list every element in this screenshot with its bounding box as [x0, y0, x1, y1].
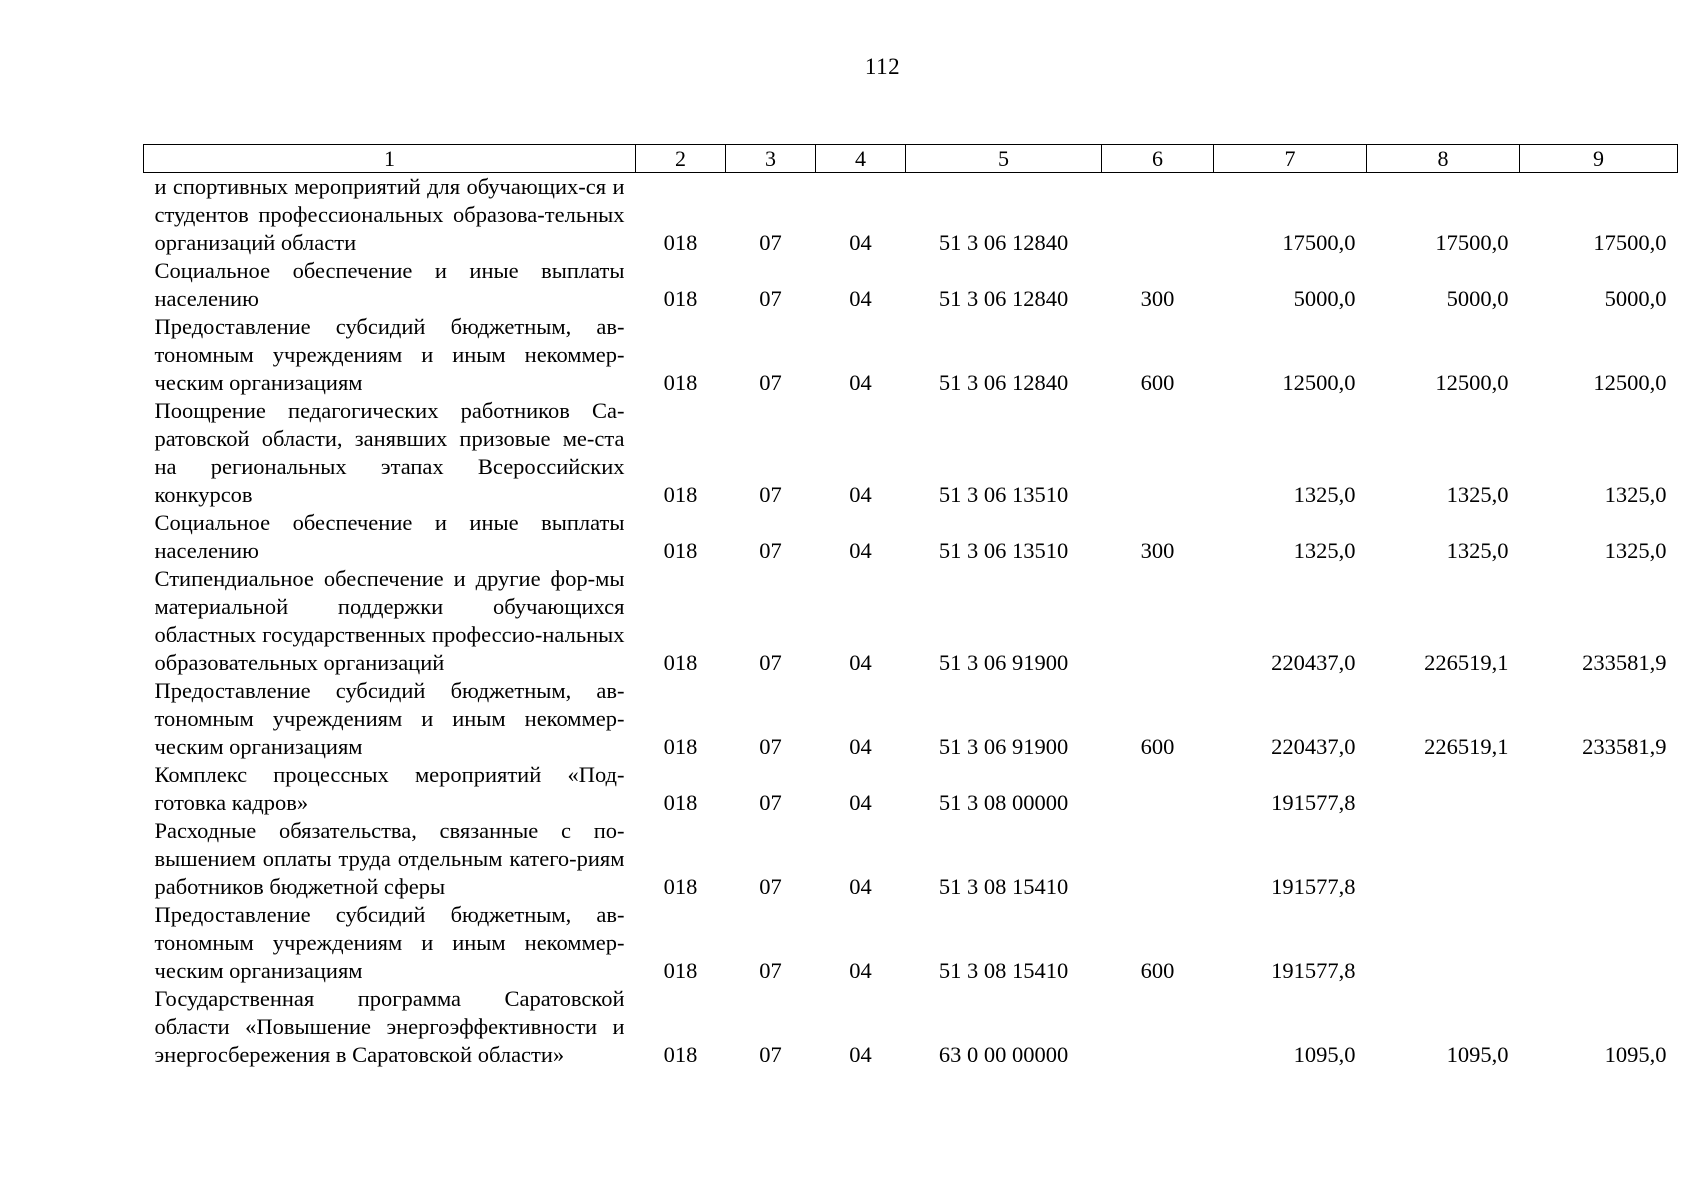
row-amount-2: 226519,1: [1424, 734, 1509, 759]
row-amount-1: 1095,0: [1293, 1042, 1356, 1067]
row-description: Социальное обеспечение и иные выплаты населению: [154, 510, 625, 563]
table-row: [144, 677, 1678, 761]
row-expense-type: 300: [1140, 538, 1175, 563]
row-expense-type: 300: [1140, 286, 1175, 311]
row-subsection-code: 04: [849, 1042, 872, 1067]
row-amount-3: 1325,0: [1604, 482, 1667, 507]
row-target-article: 51 3 08 00000: [938, 790, 1069, 815]
row-ministry-code: 018: [663, 1042, 698, 1067]
row-amount-2: 12500,0: [1435, 370, 1509, 395]
row-description: Государственная программа Саратовской области «Повышение энергоэффективности и энергосбережения в Саратовской области»: [154, 986, 625, 1067]
row-expense-type: [1102, 985, 1214, 1069]
row-target-article: 51 3 06 91900: [938, 734, 1069, 759]
row-target-article: 51 3 06 12840: [938, 370, 1069, 395]
row-amount-2: 5000,0: [1446, 286, 1509, 311]
row-expense-type: 600: [1140, 958, 1175, 983]
row-subsection-code: 04: [849, 230, 872, 255]
row-section-code: 07: [759, 790, 782, 815]
row-amount-1: 1325,0: [1293, 538, 1356, 563]
row-amount-3: [1520, 761, 1678, 817]
row-amount-3: [1520, 817, 1678, 901]
table-row: [144, 985, 1678, 1069]
row-target-article: 51 3 08 15410: [938, 874, 1069, 899]
table-row: [144, 257, 1678, 313]
column-header-1: 1: [144, 145, 636, 173]
row-description: Расходные обязательства, связанные с по-вышением оплаты труда отдельным катего-риям работников бюджетной сферы: [154, 818, 625, 899]
table-row: [144, 761, 1678, 817]
row-amount-1: 17500,0: [1282, 230, 1356, 255]
row-description: Предоставление субсидий бюджетным, ав-тономным учреждениям и иным некоммер-ческим организациям: [154, 902, 625, 983]
row-amount-3: 12500,0: [1593, 370, 1667, 395]
row-section-code: 07: [759, 538, 782, 563]
header-row: [144, 145, 1678, 173]
row-expense-type: [1102, 761, 1214, 817]
row-expense-type: [1102, 817, 1214, 901]
row-description: Предоставление субсидий бюджетным, ав-тономным учреждениям и иным некоммер-ческим организациям: [154, 678, 625, 759]
table-row: [144, 565, 1678, 677]
column-header-4: 4: [816, 145, 906, 173]
row-ministry-code: 018: [663, 286, 698, 311]
table-row: [144, 313, 1678, 397]
row-ministry-code: 018: [663, 790, 698, 815]
row-subsection-code: 04: [849, 790, 872, 815]
row-amount-2: [1367, 901, 1520, 985]
row-amount-2: [1367, 817, 1520, 901]
row-section-code: 07: [759, 482, 782, 507]
row-section-code: 07: [759, 1042, 782, 1067]
row-amount-2: [1367, 761, 1520, 817]
row-subsection-code: 04: [849, 370, 872, 395]
row-description: Стипендиальное обеспечение и другие фор-мы материальной поддержки обучающихся областных государственных профессио-нальных образовательных организаций: [154, 566, 625, 675]
column-header-7: 7: [1214, 145, 1367, 173]
column-header-5: 5: [906, 145, 1102, 173]
row-amount-1: 12500,0: [1282, 370, 1356, 395]
row-ministry-code: 018: [663, 874, 698, 899]
row-amount-3: 17500,0: [1593, 230, 1667, 255]
row-amount-2: 1095,0: [1446, 1042, 1509, 1067]
row-ministry-code: 018: [663, 650, 698, 675]
row-subsection-code: 04: [849, 286, 872, 311]
row-description: Поощрение педагогических работников Са-ратовской области, занявших призовые ме-ста на региональных этапах Всероссийских конкурсов: [154, 398, 625, 507]
row-target-article: 51 3 06 91900: [938, 650, 1069, 675]
row-ministry-code: 018: [663, 370, 698, 395]
budget-table-container: [143, 144, 1677, 1069]
row-amount-1: 220437,0: [1271, 650, 1356, 675]
row-section-code: 07: [759, 370, 782, 395]
row-target-article: 51 3 06 13510: [938, 482, 1069, 507]
row-section-code: 07: [759, 650, 782, 675]
row-section-code: 07: [759, 286, 782, 311]
row-section-code: 07: [759, 230, 782, 255]
row-amount-3: 1095,0: [1604, 1042, 1667, 1067]
row-expense-type: 600: [1140, 370, 1175, 395]
page-number: 112: [864, 54, 901, 79]
row-description: Комплекс процессных мероприятий «Под-готовка кадров»: [154, 762, 625, 815]
row-ministry-code: 018: [663, 958, 698, 983]
row-amount-1: 1325,0: [1293, 482, 1356, 507]
row-amount-1: 191577,8: [1271, 958, 1356, 983]
row-subsection-code: 04: [849, 874, 872, 899]
row-ministry-code: 018: [663, 230, 698, 255]
row-target-article: 63 0 00 00000: [938, 1042, 1069, 1067]
column-header-9: 9: [1520, 145, 1678, 173]
table-row: [144, 509, 1678, 565]
row-subsection-code: 04: [849, 958, 872, 983]
row-amount-3: 1325,0: [1604, 538, 1667, 563]
table-row: [144, 817, 1678, 901]
row-target-article: 51 3 06 12840: [938, 230, 1069, 255]
row-target-article: 51 3 08 15410: [938, 958, 1069, 983]
row-amount-3: 5000,0: [1604, 286, 1667, 311]
table-row: [144, 397, 1678, 509]
row-description: Предоставление субсидий бюджетным, ав-тономным учреждениям и иным некоммер-ческим организациям: [154, 314, 625, 395]
row-subsection-code: 04: [849, 482, 872, 507]
row-amount-1: 220437,0: [1271, 734, 1356, 759]
row-description: и спортивных мероприятий для обучающих-ся и студентов профессиональных образова-тельных организаций области: [154, 174, 625, 255]
row-amount-3: 233581,9: [1582, 734, 1667, 759]
row-section-code: 07: [759, 958, 782, 983]
table-row: [144, 901, 1678, 985]
row-amount-2: 226519,1: [1424, 650, 1509, 675]
row-section-code: 07: [759, 874, 782, 899]
row-subsection-code: 04: [849, 650, 872, 675]
row-ministry-code: 018: [663, 538, 698, 563]
row-amount-3: [1520, 901, 1678, 985]
row-section-code: 07: [759, 734, 782, 759]
column-header-2: 2: [636, 145, 726, 173]
row-ministry-code: 018: [663, 482, 698, 507]
row-description: Социальное обеспечение и иные выплаты населению: [154, 258, 625, 311]
row-amount-2: 17500,0: [1435, 230, 1509, 255]
row-expense-type: [1102, 173, 1214, 258]
budget-table: [143, 144, 1678, 1069]
row-amount-1: 191577,8: [1271, 790, 1356, 815]
row-subsection-code: 04: [849, 734, 872, 759]
row-expense-type: [1102, 397, 1214, 509]
column-header-8: 8: [1367, 145, 1520, 173]
row-amount-1: 191577,8: [1271, 874, 1356, 899]
row-subsection-code: 04: [849, 538, 872, 563]
table-row: [144, 173, 1678, 258]
row-ministry-code: 018: [663, 734, 698, 759]
column-header-3: 3: [726, 145, 816, 173]
column-header-6: 6: [1102, 145, 1214, 173]
row-amount-3: 233581,9: [1582, 650, 1667, 675]
row-target-article: 51 3 06 13510: [938, 538, 1069, 563]
row-target-article: 51 3 06 12840: [938, 286, 1069, 311]
row-expense-type: [1102, 565, 1214, 677]
row-amount-1: 5000,0: [1293, 286, 1356, 311]
row-expense-type: 600: [1140, 734, 1175, 759]
row-amount-2: 1325,0: [1446, 482, 1509, 507]
row-amount-2: 1325,0: [1446, 538, 1509, 563]
